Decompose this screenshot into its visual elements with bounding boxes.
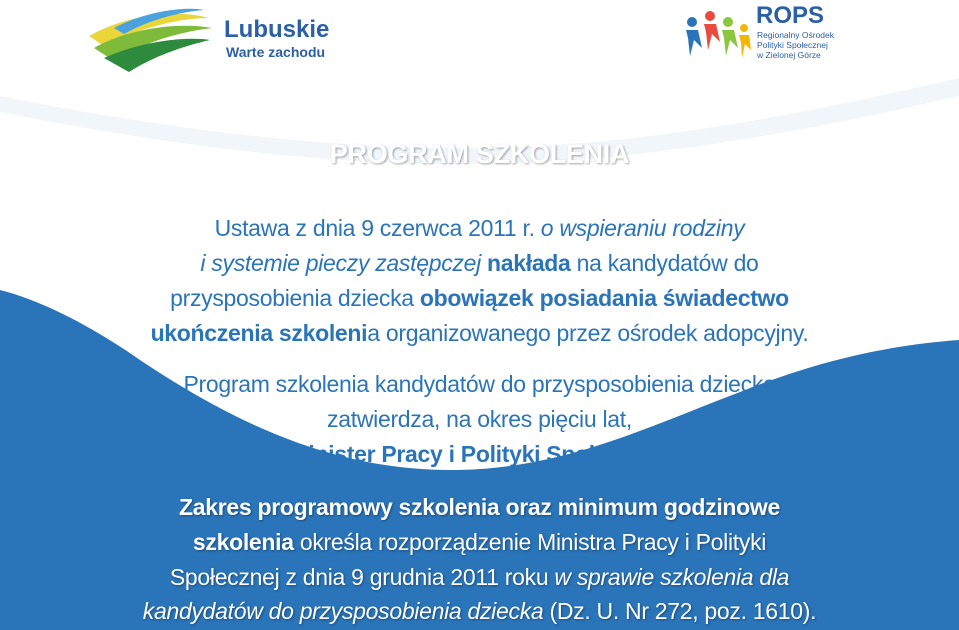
para1-line3-text: przysposobienia dziecka	[170, 285, 420, 311]
para3-line2	[0, 529, 959, 556]
para1-line1-italic: o wspieraniu rodziny	[540, 215, 745, 241]
para3-line2-text: określa rozporządzenie Ministra Pracy i Polityki	[293, 529, 767, 555]
rops-line-2: Polityki Społecznej	[757, 40, 828, 50]
para1-line1-text: Ustawa z dnia 9 czerwca 2011 r.	[214, 215, 541, 241]
para1-line4	[0, 320, 959, 347]
para1-line4-bold: ukończenia szkoleni	[150, 320, 368, 346]
rops-acronym: ROPS	[756, 2, 825, 29]
para3-line4-text: (Dz. U. Nr 272, poz. 1610).	[543, 598, 817, 624]
para3-line3-text: Społecznej z dnia 9 grudnia 2011 roku	[169, 564, 555, 590]
para3-line2-bold: szkolenia	[192, 529, 294, 555]
para1-line2-bold: nakłada	[480, 250, 571, 276]
para3-line1: Zakres programowy szkolenia oraz minimum godzinowe	[178, 494, 781, 520]
para1-line3	[0, 285, 959, 312]
para1-line2	[0, 250, 959, 277]
lubuskie-tagline: Warte zachodu	[226, 44, 326, 60]
para3-line4	[0, 598, 959, 625]
para3-line3	[0, 564, 959, 591]
para3-line4-italic: kandydatów do przysposobienia dziecka	[142, 598, 544, 624]
para2-line2: zatwierdza, na okres pięciu lat,	[327, 406, 632, 432]
para1-line1	[0, 215, 959, 242]
para2-line3: Minister Pracy i Polityki Społecznej.	[289, 441, 670, 467]
para3-line3-italic: w sprawie szkolenia dla	[554, 564, 790, 590]
para2-line1: Program szkolenia kandydatów do przysposobienia dziecka	[183, 371, 776, 397]
rops-line-3: w Zielonej Górze	[757, 50, 821, 60]
lubuskie-name: Lubuskie	[224, 16, 330, 43]
para1-line4-text: a organizowanego przez ośrodek adopcyjny.	[367, 320, 809, 346]
slide-title: PROGRAM SZKOLENIA	[329, 139, 630, 169]
para1-line2-italic: i systemie pieczy zastępczej	[200, 250, 481, 276]
para1-line3-bold: obowiązek posiadania świadectwo	[419, 285, 789, 311]
para1-line2-text: na kandydatów do	[570, 250, 759, 276]
rops-line-1: Regionalny Ośrodek	[757, 30, 835, 40]
